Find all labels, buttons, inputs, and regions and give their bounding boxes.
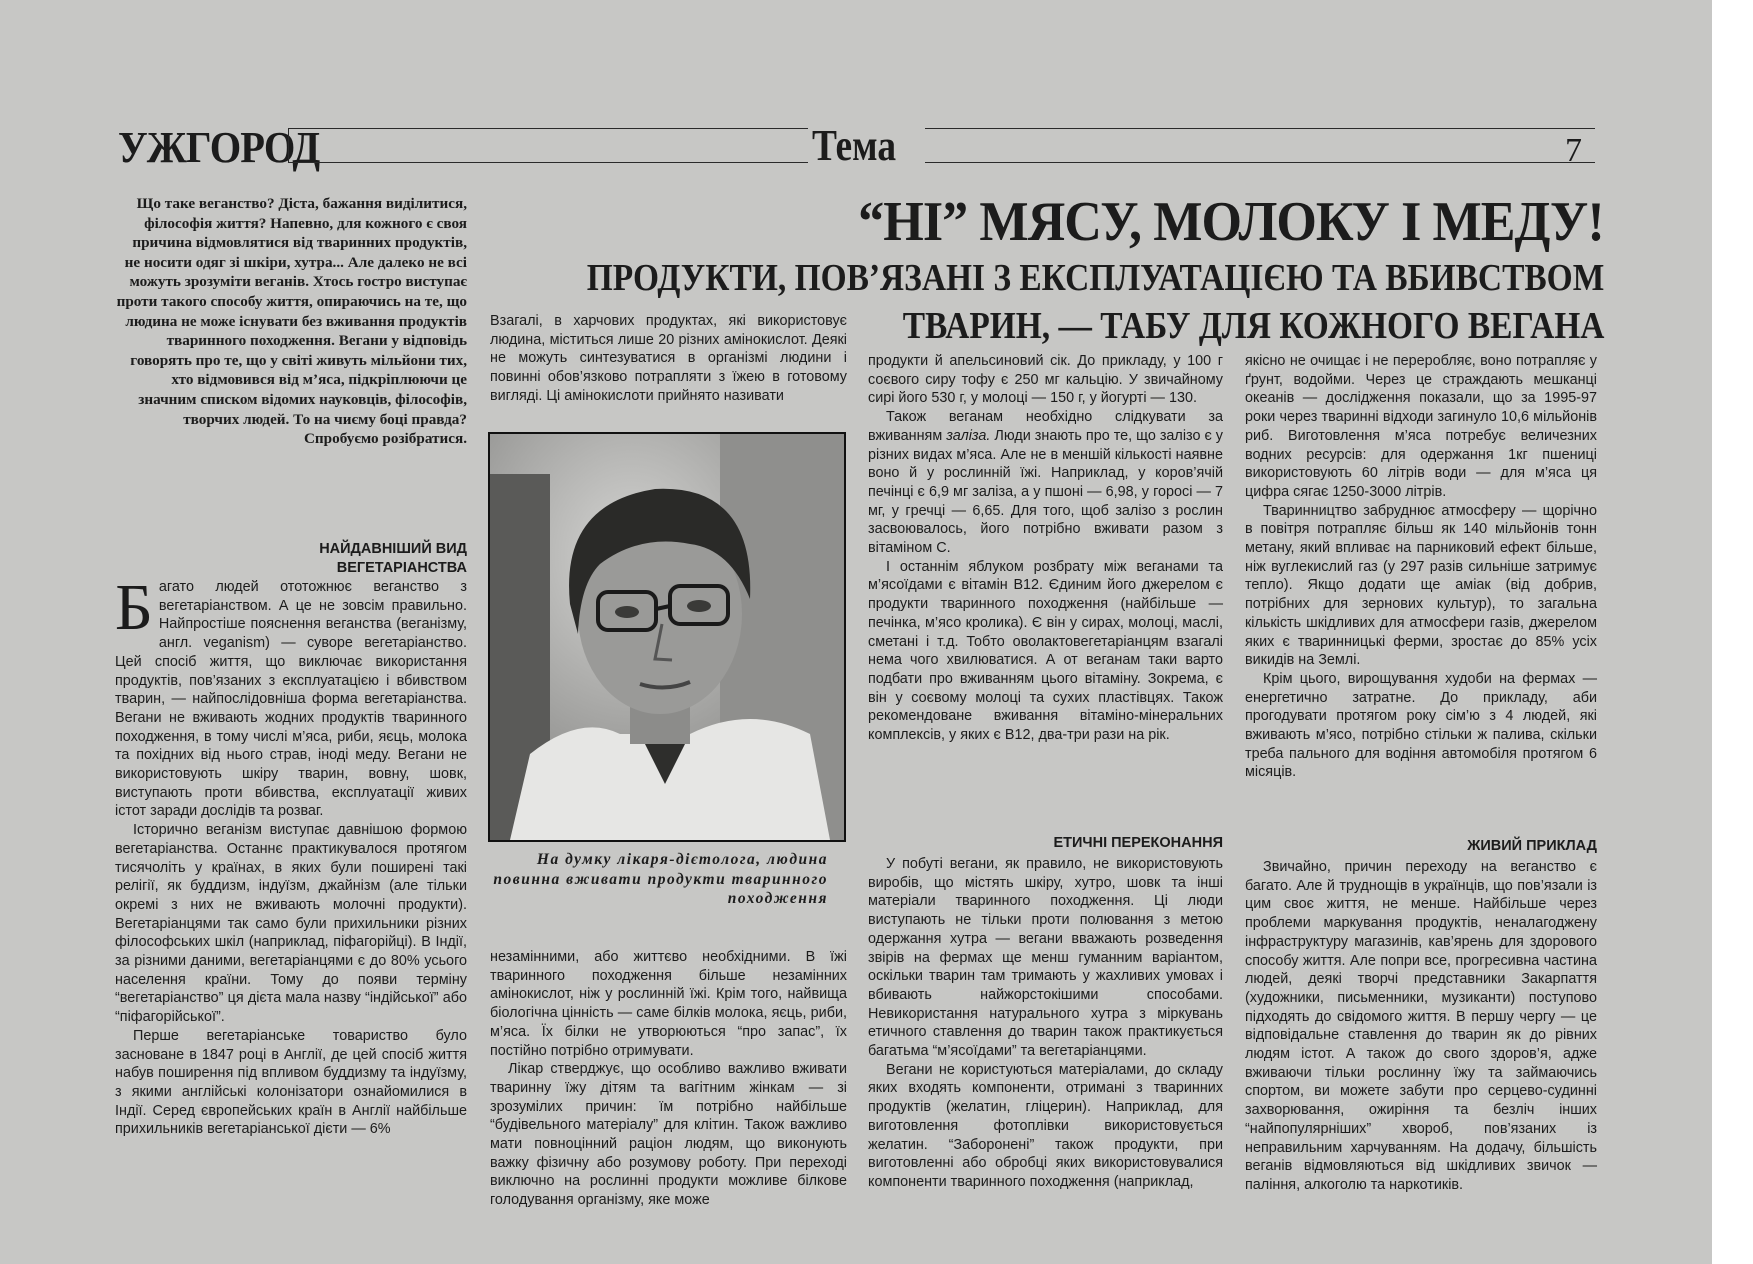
paragraph: Крім цього, вирощування худоби на фермах — енергетично затратне. До прикладу, аби прогодувати протягом року сім’ю з 4 людей, які вживають м’ясо, потрібно стільки ж палива, скільки треба пального для водіння автомобіля протягом 6 місяців. [1245, 670, 1597, 781]
paragraph: Тваринництво забруднює атмосферу — щорічно в повітря потрапляє більш як 140 мільйонів тонн метану, який впливає на парниковий ефект більше, ніж вуглекислий газ (у 297 разів сильніше затримує тепло). Якщо додати ще аміак (від добрив, потрібних для зернових культур), то загальна кількість шкідливих для атмосфери газів, джерелом яких є тваринницькі ферми, зростає до 85% усіх викидів на Землі. [1245, 502, 1597, 669]
paragraph-text: Люди знають про те, що залізо є у різних видах м’яса. Але не в меншій кількості наявне воно й у рослинній їжі. Наприклад, у коров’ячій печінці є 6,9 мг заліза, а у пшоні — 6,98, у горосі — 7 мг, у гречці — 6,65. Для того, щоб залізо з рослин засвоювалось, його потрібно вживати разом з вітаміном С. [868, 427, 1223, 557]
header-rule [288, 162, 808, 163]
section-subhead: ЕТИЧНІ ПЕРЕКОНАННЯ [1053, 835, 1223, 851]
rubric-title: Тема [812, 121, 897, 170]
paragraph: продукти й апельсиновий сік. До прикладу, у 100 г соєвого сиру тофу є 250 мг кальцію. У звичайному сирі його 530 г, у молоці — 150 г, у йогурті — 130. [868, 353, 1223, 407]
header-rule [925, 128, 1595, 129]
paragraph: незамінними, або життєво необхідними. В їжі тваринного походження більше незамінних амінокислот, ніж у рослинній їжі. Крім того, найвища біологічна цінність — саме білків молока, яєць, риби, м’яса. Їх білки не утворюються “про запас”, їх постійно потрібно отримувати. [490, 949, 847, 1059]
article-column-2-bottom [490, 948, 847, 1210]
city-masthead: УЖГОРОД [118, 123, 320, 172]
emphasis: заліза. [946, 427, 991, 444]
drop-cap: Б [115, 571, 153, 644]
paragraph: У побуті вегани, як правило, не використовують виробів, що містять шкіру, хутро, шовк та інші матеріали тваринного походження. Ці люди виступають не тільки проти полювання з метою одержання хутра — вегани вважають розведення звірів на фермах ще менш гуманним варіантом, оскільки тварин там тримають у жахливих умовах і вбивають найжорстокішими способами. Невикористання натурального хутра з міркувань етичного ставлення до тварин також практикується багатьма “м’ясоїдами” та вегетаріанцями. [868, 856, 1223, 1060]
article-column-2-top [490, 312, 847, 406]
article-column-3 [868, 352, 1223, 745]
article-column-4 [1245, 352, 1597, 782]
paragraph: Лікар стверджує, що особливо важливо вживати тваринну їжу дітям та вагітним жінкам — зі зрозумілих причин: їм потрібно найбільше “будівельного матеріалу” для клітин. Також важливо мати повноцінний раціон людям, що виконують важку фізичну або розумову роботу. При переході виключно на рослинні продукти можливе білкове голодування організму, яке може [490, 1061, 847, 1209]
section-subhead: ЖИВИЙ ПРИКЛАД [1467, 838, 1597, 854]
paragraph [868, 408, 1223, 558]
paragraph-text: агато людей ототожнює веганство з вегетаріанством. А це не зовсім правильно. Найпростіше пояснення веганства (веганізму, англ. veganism) — суворе вегетаріанство. Цей спосіб життя, що виключає використання продуктів, пов’язаних з експлуатацією і вбивством тварин, — найпослідовніша форма вегетаріанства. Вегани не вживають жодних продуктів тваринного походження, в тому числі м’яса, риби, яєць, молока та похідних від нього страв, іноді меду. Вегани не використовують шкіру тварин, вовну, шовк, виступають проти вбивства, експлуатації живих істот заради дослідів та розваг. [115, 579, 467, 820]
article-subheadline: ПРОДУКТИ, ПОВ’ЯЗАНІ З ЕКСПЛУАТАЦІЄЮ ТА ВБИВСТВОМ [586, 257, 1604, 299]
photo-caption: На думку лікаря-дієтолога, людина повинна вживати продукти тваринного походження [493, 851, 828, 907]
article-headline: “НІ” МЯСУ, МОЛОКУ І МЕДУ! [858, 191, 1604, 253]
header-rule [288, 128, 289, 162]
scan-margin [1712, 0, 1753, 1264]
article-subheadline: ТВАРИН, — ТАБУ ДЛЯ КОЖНОГО ВЕГАНА [902, 305, 1604, 347]
paragraph: якісно не очищає і не переробляє, воно потрапляє у ґрунт, водойми. Через це страждають мешканці океанів — дослідження показали, що за 1995-97 роки через тваринні відходи загинуло 10,6 мільйонів риб. Виготовлення м’яса потребує величезних водних ресурсів: для одержання 1кг пшениці використовують 60 літрів води — для м’яса ця цифра сягає 1250-3000 літрів. [1245, 353, 1597, 500]
article-column-1 [115, 571, 467, 1139]
section-subhead: НАЙДАВНІШИЙ ВИД ВЕГЕТАРІАНСТВА [319, 541, 467, 576]
paragraph-text: Також веганам необхідно слідкувати за вживанням [868, 409, 1223, 444]
paragraph [115, 571, 467, 821]
paragraph: Взагалі, в харчових продуктах, які використовує людина, міститься лише 20 різних амінокислот. Деякі не можуть синтезуватися в організмі людини і повинні обов’язково потрапляти з їжею в готовому вигляді. Ці амінокислоти прийнято називати [490, 313, 847, 404]
article-column-3-bottom [868, 855, 1223, 1192]
paragraph: Вегани не користуються матеріалами, до складу яких входять компоненти, отримані з тваринних продуктів (желатин, гліцерин). Наприклад, для виготовлення фотоплівки використовується желатин. “Заборонені” також продукти, при виготовленні або обробці яких використовувалися компоненти тваринного походження (наприклад, [868, 1061, 1223, 1190]
paragraph: Звичайно, причин переходу на веганство є багато. Але й труднощів в українців, що пов’язали із цим своє життя, не менше. Найбільше через проблеми маркування продуктів, неналагоджену інфраструктуру магазинів, кав’ярень для здорового способу життя. Але попри все, прогресивна частина людей, деякі творчі представники Закарпаття (художники, письменники, музиканти) поступово підходять до свідомого життя. В першу чергу — це відповідальне ставлення до тварин як до рівних людям істот. А також до свого здоров’я, адже вживаючи тільки рослинну їжу та займаючись спортом, ви можете забути про серцево-судинні захворювання, ожиріння та безліч інших “найпопулярніших” хвороб, пов’язаних із неправильним харчуванням. На додачу, більшість веганів відмовляються від шкідливих звичок — паління, алкоголю та наркотиків. [1245, 859, 1597, 1193]
paragraph: Перше вегетаріанське товариство було засноване в 1847 році в Англії, де цей спосіб життя набув поширення під впливом буддизму та індуїзму, з якими англійські колонізатори ознайомилися в Індії. Серед європейських країн в Англії найбільше прихильників вегетаріанської дієти — 6% [115, 1027, 467, 1138]
paragraph: Історично веганізм виступає давнішою формою вегетаріанства. Останнє практикувалося протягом тисячоліть у країнах, в яких були поширені такі релігії, як буддизм, індуїзм, джайнізм (але тільки окремі з них не вживають молочні продукти). Вегетаріанцями так само були прихильники різних філософських шкіл (наприклад, піфагорійці). В Індії, за різними даними, вегетаріанцями є до 80% усього населення країни. Тому до появи терміну “вегетаріанство” ця дієта мала назву “індійської” або “піфагорійської”. [115, 822, 467, 1026]
article-lead: Що таке веганство? Діста, бажання виділитися, філософія життя? Напевно, для кожного є своя причина відмовлятися від тваринних продуктів, не носити одяг зі шкіри, хутра... Але далеко не всі можуть зрозуміти веганів. Хтось гостро виступає проти такого способу життя, опираючись на те, що людина не може існувати без вживання продуктів тваринного походження. Вегани у відповідь говорять про те, що у світі живуть мільйони тих, хто відмовився від м’яса, підкріплюючи це значним списком відомих науковців, філософів, творчих людей. То на чиєму боці правда? Спробуємо розібратися. [116, 195, 467, 448]
doctor-photo [488, 432, 846, 842]
page-number: 7 [1565, 132, 1582, 169]
header-rule [925, 162, 1595, 163]
article-column-4-bottom [1245, 858, 1597, 1195]
header-rule [288, 128, 808, 129]
paragraph: І останнім яблуком розбрату між веганами та м’ясоїдами є вітамін В12. Єдиним його джерелом є продукти тваринного походження (найбільше — печінка, м’ясо кролика). Є він у сирах, молоці, маслі, сметані і т.д. Тобто оволактовегетаріанцям взагалі нема чого хвилюватися. А от веганам таки варто подбати про вживанням цього вітаміну. Зокрема, є він у соєвому молоці та сухих пластівцях. Також рекомендоване вживання вітаміно-мінеральних комплексів, у яких є В12, два-три рази на рік. [868, 558, 1223, 744]
